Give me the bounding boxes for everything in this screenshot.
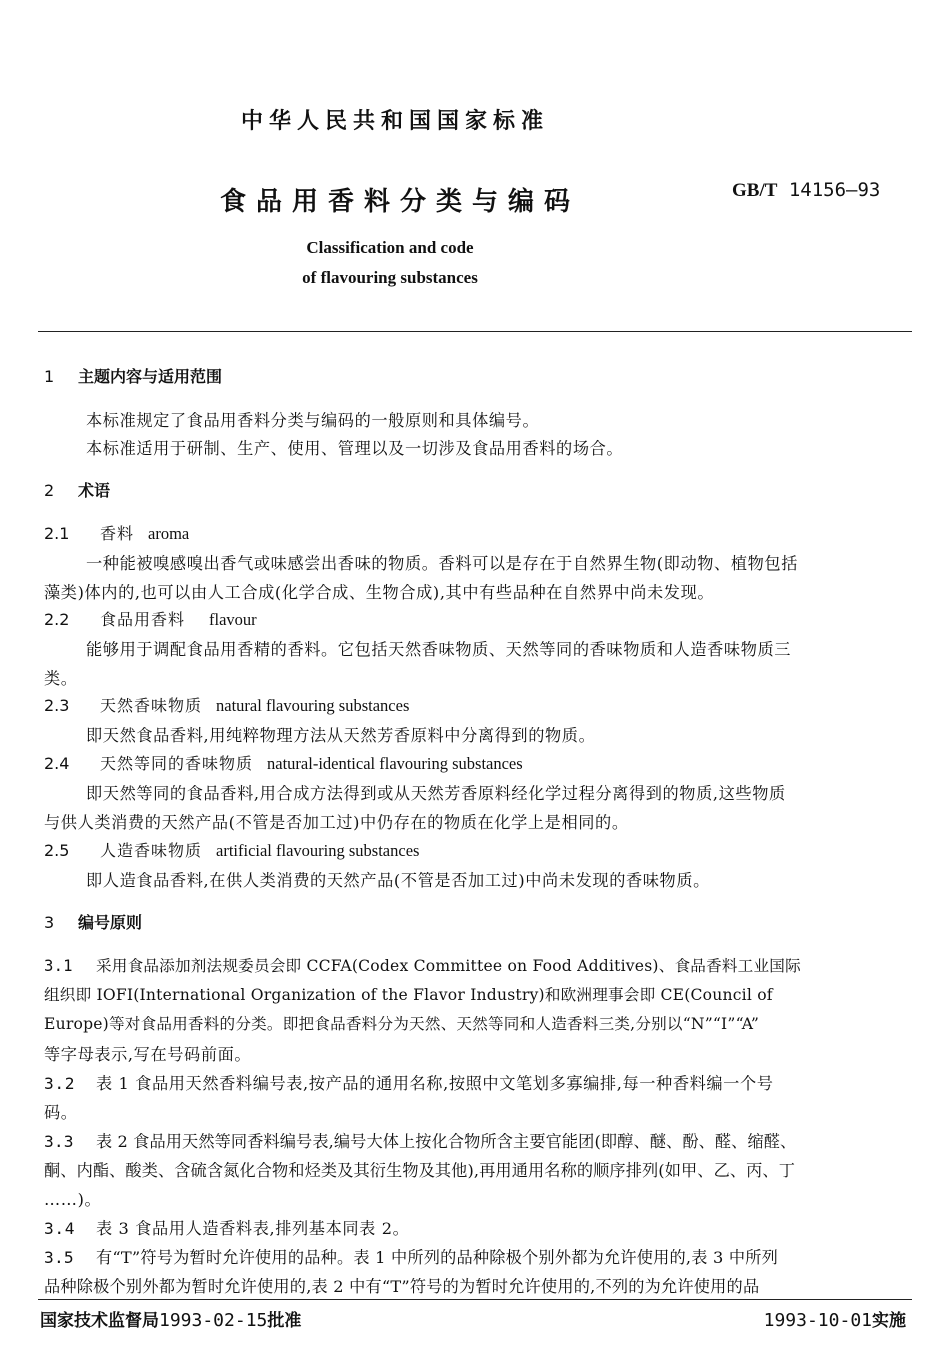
implementation-note <box>764 1306 906 1331</box>
term-2-2 <box>44 607 257 630</box>
implementation-label: 实施 <box>872 1311 906 1331</box>
term-2-2-number: 2.2 <box>44 610 70 629</box>
standard-prefix: GB/T <box>732 180 778 201</box>
term-2-4-number: 2.4 <box>44 754 70 773</box>
section-2-heading <box>44 478 110 501</box>
clause-3-2-line-2: 码。 <box>44 1103 78 1122</box>
term-2-3-en: natural flavouring substances <box>216 696 410 715</box>
term-2-5-zh: 人造香味物质 <box>100 841 203 860</box>
clause-3-2-text-1: 表 1 食品用天然香料编号表,按产品的通用名称,按照中文笔划多寡编排,每一种香料编一个号 <box>96 1074 774 1093</box>
standard-code: 14156—93 <box>788 179 881 201</box>
section-3-title: 编号原则 <box>78 913 143 932</box>
section-2-number: 2 <box>44 481 55 500</box>
term-2-2-line-1: 能够用于调配食品用香精的香料。它包括天然香味物质、天然等同的香味物质和人造香味物质三 <box>86 640 792 659</box>
term-2-1 <box>44 521 189 544</box>
section-1-number: 1 <box>44 367 55 386</box>
clause-3-3-text-1: 表 2 食品用天然等同香料编号表,编号大体上按化合物所含主要官能团(即醇、醚、酚、醛、缩醛、 <box>96 1132 797 1151</box>
clause-3-1-line-2: 组织即 IOFI(International Organization of the Flavor Industry)和欧洲理事会即 CE(Council of <box>44 986 773 1004</box>
approval-org: 国家技术监督局 <box>40 1311 159 1331</box>
clause-3-1-text-1: 采用食品添加剂法规委员会即 CCFA(Codex Committee on Food Additives)、食品香料工业国际 <box>96 957 801 975</box>
clause-3-1-line-4: 等字母表示,写在号码前面。 <box>44 1045 252 1064</box>
term-2-1-line-1: 一种能被嗅感嗅出香气或味感尝出香味的物质。香料可以是存在于自然界生物(即动物、植物包括 <box>86 554 798 573</box>
clause-3-3-number: 3.3 <box>44 1132 74 1151</box>
approval-note <box>40 1306 301 1331</box>
clause-3-5-number: 3.5 <box>44 1248 74 1267</box>
term-2-1-zh: 香料 <box>100 524 135 543</box>
section-3-heading <box>44 910 142 933</box>
term-2-4 <box>44 751 523 774</box>
term-2-3-zh: 天然香味物质 <box>100 696 203 715</box>
section-1-paragraph-1: 本标准规定了食品用香料分类与编码的一般原则和具体编号。 <box>86 411 540 430</box>
footer-divider <box>38 1299 912 1300</box>
term-2-4-en: natural-identical flavouring substances <box>267 754 523 773</box>
standard-number <box>732 179 880 202</box>
term-2-5 <box>44 838 419 861</box>
clause-3-5-line-2: 品种除极个别外都为暂时允许使用的,表 2 中有“T”符号的为暂时允许使用的,不列的为允许使用的品 <box>44 1277 760 1296</box>
clause-3-3-line-1 <box>44 1128 796 1152</box>
clause-3-2-line-1 <box>44 1070 774 1094</box>
document-title: 食品用香料分类与编码 <box>219 187 580 217</box>
header-divider <box>38 331 912 332</box>
clause-3-3-line-3: ……)。 <box>44 1190 102 1209</box>
term-2-3 <box>44 693 409 716</box>
clause-3-2-number: 3.2 <box>44 1074 76 1093</box>
implementation-date: 1993-10-01 <box>763 1310 872 1331</box>
section-1-paragraph-2: 本标准适用于研制、生产、使用、管理以及一切涉及食品用香料的场合。 <box>86 439 624 458</box>
term-2-2-en: flavour <box>209 610 257 629</box>
term-2-4-zh: 天然等同的香味物质 <box>100 754 254 773</box>
term-2-1-line-2: 藻类)体内的,也可以由人工合成(化学合成、生物合成),其中有些品种在自然界中尚未发现。 <box>44 583 715 602</box>
approval-date: 1993-02-15 <box>159 1310 268 1331</box>
national-standard-heading: 中华人民共和国国家标准 <box>240 109 549 134</box>
clause-3-4-line-1 <box>44 1215 409 1239</box>
clause-3-1-number: 3.1 <box>44 957 73 975</box>
english-title-line1: Classification and code <box>306 238 474 257</box>
term-2-3-number: 2.3 <box>44 696 70 715</box>
term-2-1-en: aroma <box>148 524 190 543</box>
section-2-title: 术语 <box>78 481 111 500</box>
clause-3-3-line-2: 酮、内酯、酸类、含硫含氮化合物和烃类及其衍生物及其他),再用通用名称的顺序排列(如甲、乙、丙、丁 <box>44 1161 796 1180</box>
section-1-heading <box>44 364 222 387</box>
clause-3-4-number: 3.4 <box>44 1219 76 1238</box>
approval-label: 批准 <box>267 1311 302 1331</box>
clause-3-5-line-1 <box>44 1244 778 1268</box>
clause-3-4-text-1: 表 3 食品用人造香料表,排列基本同表 2。 <box>96 1219 410 1238</box>
term-2-4-line-1: 即天然等同的食品香料,用合成方法得到或从天然芳香原料经化学过程分离得到的物质,这些物质 <box>86 784 786 803</box>
section-1-title: 主题内容与适用范围 <box>78 367 223 386</box>
english-title-line2: of flavouring substances <box>302 268 478 287</box>
term-2-5-en: artificial flavouring substances <box>216 841 420 860</box>
term-2-5-number: 2.5 <box>44 841 70 860</box>
term-2-2-line-2: 类。 <box>44 669 78 688</box>
term-2-5-line-1: 即人造食品香料,在供人类消费的天然产品(不管是否加工过)中尚未发现的香味物质。 <box>86 871 710 890</box>
term-2-2-zh: 食品用香料 <box>100 610 186 629</box>
section-3-number: 3 <box>44 913 55 932</box>
term-2-1-number: 2.1 <box>44 524 70 543</box>
term-2-3-line-1: 即天然食品香料,用纯粹物理方法从天然芳香原料中分离得到的物质。 <box>86 726 596 745</box>
clause-3-1-line-1 <box>44 954 801 976</box>
term-2-4-line-2: 与供人类消费的天然产品(不管是否加工过)中仍存在的物质在化学上是相同的。 <box>44 813 629 832</box>
clause-3-5-text-1: 有“T”符号为暂时允许使用的品种。表 1 中所列的品种除极个别外都为允许使用的,表 3 中所列 <box>96 1248 779 1267</box>
clause-3-1-line-3: Europe)等对食品用香料的分类。即把食品香料分为天然、天然等同和人造香料三类,分别以“N”“I”“A” <box>44 1015 760 1033</box>
